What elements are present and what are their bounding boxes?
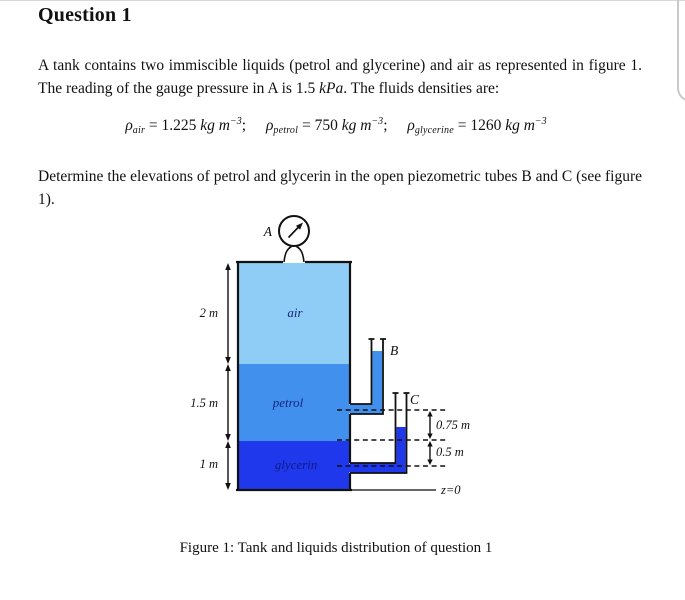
air-label: air	[287, 305, 303, 320]
density-unit: kg m	[501, 117, 535, 134]
rho-subscript: glycerine	[414, 125, 454, 136]
rho-symbol: ρ	[125, 117, 133, 134]
unit-exponent: −3	[371, 116, 384, 127]
question-paragraph	[38, 54, 642, 101]
dim-label-0-75m: 0.75 m	[436, 418, 471, 432]
figure-caption: Figure 1: Tank and liquids distribution of question 1	[179, 540, 493, 556]
tube-label-c: C	[410, 392, 420, 407]
rho-subscript: petrol	[273, 125, 299, 136]
paragraph-run: . The fluids densities are:	[343, 80, 500, 97]
rho-symbol: ρ	[407, 117, 415, 134]
density-unit: kg m	[337, 117, 372, 134]
tube-label-b: B	[390, 343, 399, 358]
top-divider	[0, 0, 685, 1]
equals: =	[145, 117, 162, 134]
dim-label-1m: 1 m	[199, 457, 218, 471]
formula-term-air	[125, 117, 246, 134]
equals: =	[298, 117, 315, 134]
density-unit: kg m	[196, 117, 230, 134]
dim-label-2m: 2 m	[199, 306, 218, 320]
panel-corner-border	[677, 0, 685, 102]
determine-paragraph: Determine the elevations of petrol and glycerin in the open piezometric tubes B and C (see figure 1).	[38, 167, 642, 208]
dim-label-0-5m: 0.5 m	[436, 445, 464, 459]
glycerin-label: glycerin	[274, 457, 318, 472]
equals: =	[453, 117, 471, 134]
formula-term-glycerine	[407, 117, 546, 134]
figure-diagram	[140, 200, 540, 510]
rho-subscript: air	[132, 125, 146, 136]
density-value: 1260	[470, 117, 502, 134]
formula-term-petrol	[266, 117, 388, 134]
gauge-neck	[284, 247, 304, 263]
datum-label: z=0	[441, 483, 461, 497]
piezometer-b-open-top	[373, 340, 383, 351]
density-formula	[0, 116, 672, 136]
dashed-level-lines	[337, 410, 448, 466]
unit-exponent: −3	[534, 116, 547, 127]
density-value: 1.225	[161, 117, 197, 134]
rho-symbol: ρ	[265, 117, 274, 134]
dim-label-1-5m: 1.5 m	[190, 396, 218, 410]
separator: ;	[383, 117, 388, 134]
unit-exponent: −3	[230, 116, 242, 127]
gauge-label-a: A	[263, 224, 272, 239]
unit-kpa: kPa	[319, 80, 344, 97]
paragraph-run: A tank contains two immiscible liquids (petrol and glycerine) and air as represented in figure 1. The reading of the gauge pressure in A is 1.5	[38, 56, 642, 97]
question-title: Question 1	[38, 4, 132, 26]
petrol-label: petrol	[272, 395, 304, 410]
separator: ;	[241, 117, 247, 134]
density-value: 750	[314, 117, 338, 134]
